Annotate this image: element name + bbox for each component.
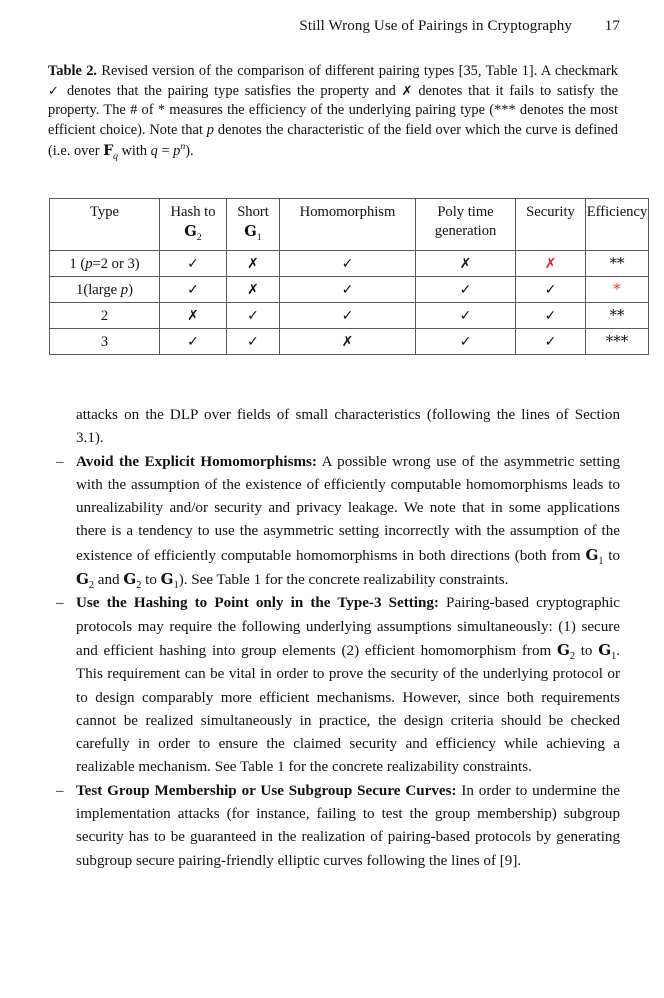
caption-equals: = <box>157 142 174 159</box>
group-symbol: G <box>184 223 197 240</box>
bullet-lead-in: Test Group Membership or Use Subgroup Secure Curves: <box>76 782 457 799</box>
cell-short-g1 <box>227 251 280 277</box>
check-icon: ✓ <box>459 281 472 298</box>
column-header-short-line1: Short <box>237 204 269 220</box>
check-icon: ✓ <box>459 333 472 350</box>
bullet-text-c: and <box>94 572 124 589</box>
cell-type <box>50 277 160 303</box>
cell-type <box>50 329 160 355</box>
cell-hash-to-g2 <box>160 303 227 329</box>
check-icon: ✓ <box>247 333 259 350</box>
running-head <box>50 18 620 35</box>
bullet-text-a: A possible wrong use of the asymmetric setting with the assumption of the existence of efficiently computable homomorphisms leads to unrealizability and/or security and privacy leakage. We note that in some applications there is a tendency to use the asymmetric setting incorrectly with the assumption of the existence of efficiently computable homomorphisms in both directions (both from <box>76 453 620 564</box>
group-subscript: 1 <box>256 231 262 243</box>
cell-efficiency <box>586 277 649 303</box>
cell-efficiency <box>586 251 649 277</box>
caption-var-q: q <box>150 142 158 159</box>
group-symbol: G <box>244 223 257 240</box>
table-row <box>50 329 649 355</box>
table-caption-label: Table 2. <box>48 63 98 79</box>
efficiency-stars: * <box>613 280 621 298</box>
cell-homomorphism <box>280 251 416 277</box>
check-icon: ✓ <box>341 281 354 298</box>
cell-homomorphism <box>280 329 416 355</box>
pairing-comparison-table <box>49 198 649 355</box>
check-icon: ✓ <box>247 307 259 324</box>
cell-hash-to-g2 <box>160 329 227 355</box>
group-subscript: 2 <box>196 231 202 243</box>
group-subscript: 1 <box>173 580 179 592</box>
cell-homomorphism <box>280 277 416 303</box>
cell-hash-to-g2 <box>160 251 227 277</box>
list-item <box>48 592 620 779</box>
cell-security <box>516 303 586 329</box>
check-icon: ✓ <box>544 281 557 298</box>
type-prefix: 1(large <box>76 281 121 298</box>
type-italic-var: p <box>120 281 129 298</box>
cross-icon: ✗ <box>247 255 259 272</box>
bullet-text-a: In order to undermine the implementation attacks (for instance, failing to test the group membership) subgroup security has to be guaranteed in the realization of pairing-based protocols by generating subgroup secure pairing-friendly elliptic curves following the lines of [9]. <box>76 782 621 869</box>
cell-hash-to-g2 <box>160 277 227 303</box>
check-icon: ✓ <box>544 307 557 324</box>
cross-icon: ✗ <box>544 255 557 272</box>
group-subscript: 2 <box>136 580 142 592</box>
check-icon: ✓ <box>544 333 557 350</box>
type-suffix: =2 or 3) <box>92 255 140 272</box>
check-icon: ✓ <box>341 255 354 272</box>
column-header-hash-to-g2 <box>160 199 227 251</box>
cross-icon: ✗ <box>341 333 354 350</box>
check-icon: ✓ <box>187 281 199 298</box>
column-header-short-g1 <box>227 199 280 251</box>
group-subscript: 1 <box>598 555 604 567</box>
column-header-hash-line2 <box>160 222 226 242</box>
bullet-text-b: to <box>574 642 599 659</box>
type-suffix: ) <box>128 281 133 298</box>
bullet-lead-in: Avoid the Explicit Homomorphisms: <box>76 453 317 470</box>
column-header-type <box>50 199 160 251</box>
cell-short-g1 <box>227 277 280 303</box>
cross-icon: ✗ <box>187 307 199 324</box>
column-header-poly-line1: Poly time <box>437 204 494 220</box>
bullet-text-a: Pairing-based cryptographic protocols may require the following underlying assumptions simultaneously: (1) secure and efficient hashing into group elements (2) efficient homomorphism from <box>76 595 620 659</box>
cell-poly-time <box>416 277 516 303</box>
type-prefix: 1 ( <box>69 255 86 272</box>
group-symbol: G <box>598 640 612 659</box>
column-header-homomorphism-label: Homomorphism <box>299 204 396 220</box>
group-symbol: G <box>160 570 174 589</box>
check-icon: ✓ <box>187 255 199 272</box>
page-number: 17 <box>604 18 620 34</box>
cell-security <box>516 329 586 355</box>
column-header-homomorphism <box>280 199 416 251</box>
bullet-dash-icon: – <box>56 782 64 799</box>
cell-type <box>50 303 160 329</box>
running-head-title: Still Wrong Use of Pairings in Cryptography <box>299 18 572 34</box>
check-icon: ✓ <box>459 307 472 324</box>
recommendation-list <box>48 451 620 873</box>
cell-efficiency <box>586 303 649 329</box>
cell-short-g1 <box>227 303 280 329</box>
group-symbol: G <box>585 545 599 564</box>
efficiency-stars: ** <box>609 254 625 272</box>
group-subscript: 2 <box>569 650 575 662</box>
cell-poly-time <box>416 303 516 329</box>
comparison-table-wrap <box>49 198 648 355</box>
table-caption <box>48 62 618 162</box>
cell-security <box>516 277 586 303</box>
group-subscript: 1 <box>611 650 617 662</box>
list-item <box>48 451 620 593</box>
column-header-security-label: Security <box>526 204 575 220</box>
table-row <box>50 303 649 329</box>
column-header-efficiency-label: Efficiency <box>586 204 648 220</box>
column-header-poly-time-generation <box>416 199 516 251</box>
column-header-poly-line2: generation <box>434 223 497 239</box>
caption-text-3: denotes that it fails to satisfy the property. The # of * measures the efficiency of the underlying pairing type (*** denotes the most efficient choice). Note that <box>48 82 619 139</box>
table-header-row <box>50 199 649 251</box>
cell-homomorphism <box>280 303 416 329</box>
field-symbol: F <box>103 141 113 159</box>
type-prefix: 2 <box>100 307 109 324</box>
cross-icon: ✗ <box>247 281 259 298</box>
column-header-security <box>516 199 586 251</box>
efficiency-stars: *** <box>605 332 629 350</box>
group-symbol: G <box>556 640 570 659</box>
caption-var-p2: p <box>173 142 181 159</box>
type-prefix: 3 <box>100 333 109 350</box>
cell-poly-time <box>416 251 516 277</box>
table-row <box>50 277 649 303</box>
column-header-hash-line1: Hash to <box>170 204 216 220</box>
table-head <box>50 199 649 251</box>
list-item <box>48 780 620 873</box>
efficiency-stars: ** <box>609 306 625 324</box>
bullet-dash-icon: – <box>56 453 64 470</box>
cell-security <box>516 251 586 277</box>
caption-var-p: p <box>206 122 214 139</box>
column-header-efficiency <box>586 199 649 251</box>
cell-poly-time <box>416 329 516 355</box>
cross-icon: ✗ <box>401 83 413 99</box>
cell-efficiency <box>586 329 649 355</box>
bullet-text-b: to <box>603 547 621 564</box>
bullet-dash-icon: – <box>56 595 64 612</box>
cell-type <box>50 251 160 277</box>
caption-text-4: denotes the characteristic of the field over which the curve is defined (i.e. over <box>48 122 619 159</box>
check-icon: ✓ <box>48 83 62 99</box>
caption-text-2: denotes that the pairing type satisfies the property and <box>61 82 402 99</box>
caption-text-1: Revised version of the comparison of different pairing types [35, Table 1]. A checkmark <box>97 63 618 79</box>
bullet-lead-in: Use the Hashing to Point only in the Type-3 Setting: <box>76 595 439 612</box>
column-header-short-line2 <box>227 222 279 242</box>
check-icon: ✓ <box>187 333 199 350</box>
table-body <box>50 251 649 355</box>
cross-icon: ✗ <box>459 255 472 272</box>
group-symbol: G <box>76 570 89 589</box>
bullet-text-e: ). See Table 1 for the concrete realizability constraints. <box>178 572 509 589</box>
bullet-text-d: to <box>141 572 161 589</box>
group-subscript: 2 <box>88 580 95 592</box>
column-header-type-label: Type <box>90 204 119 220</box>
check-icon: ✓ <box>341 307 354 324</box>
body-text <box>48 404 620 873</box>
caption-text-6: ). <box>185 142 194 159</box>
field-subscript: q <box>112 150 118 162</box>
caption-text-5: with <box>117 142 151 159</box>
cell-short-g1 <box>227 329 280 355</box>
type-italic-var: p <box>85 255 93 272</box>
table-row <box>50 251 649 277</box>
caption-exponent-n: n <box>180 141 186 153</box>
intro-paragraph: attacks on the DLP over fields of small characteristics (following the lines of Section 3.1). <box>76 407 620 447</box>
group-symbol: G <box>123 570 137 589</box>
bullet-text-c: . This requirement can be vital in order to prove the security of the underlying protocol or to design comparably more efficient mechanisms. However, since both requirements cannot be realized simultaneously in practice, the design criteria should be checked carefully in order to ensure the claimed security and efficiency while achieving a realizable mechanism. See Table 1 for the concrete realizability constraints. <box>76 642 620 776</box>
